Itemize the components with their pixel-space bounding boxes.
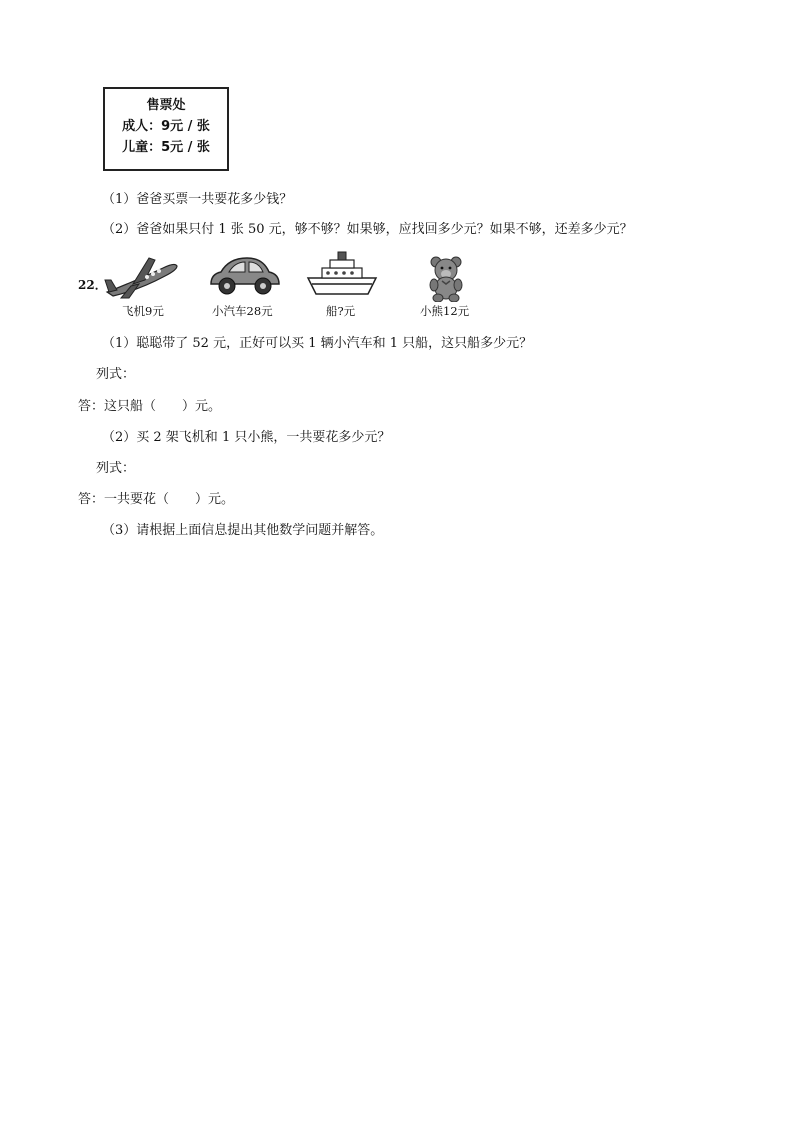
q22-sub3: （3）请根据上面信息提出其他数学问题并解答。 bbox=[102, 523, 384, 538]
airplane-icon bbox=[103, 252, 179, 300]
q22-sub2: （2）买 2 架飞机和 1 只小熊，一共要花多少元？ bbox=[102, 430, 391, 445]
child-price: 儿童：5元 / 张 bbox=[122, 140, 210, 155]
teddy-bear-icon bbox=[426, 256, 466, 302]
q21-sub1: （1）爸爸买票一共要花多少钱？ bbox=[102, 192, 293, 207]
q21-sub2: （2）爸爸如果只付 1 张 50 元，够不够？如果够，应找回多少元？如果不够，还差多少元？ bbox=[102, 222, 633, 237]
ship-caption: 船?元 bbox=[326, 304, 356, 318]
airplane-caption: 飞机9元 bbox=[122, 304, 164, 318]
question-number-22: 22． bbox=[78, 278, 107, 292]
ticket-board-title: 售票处 bbox=[146, 98, 186, 113]
q22-formula2-label: 列式： bbox=[96, 461, 136, 476]
adult-price: 成人：9元 / 张 bbox=[122, 119, 210, 134]
teddy-bear-caption: 小熊12元 bbox=[420, 304, 470, 318]
q22-sub1: （1）聪聪带了 52 元，正好可以买 1 辆小汽车和 1 只船，这只船多少元？ bbox=[102, 336, 533, 351]
ship-icon bbox=[306, 248, 378, 300]
q22-answer2: 答：一共要花（ ）元。 bbox=[78, 492, 235, 507]
q22-answer1: 答：这只船（ ）元。 bbox=[78, 399, 222, 414]
q22-formula1-label: 列式： bbox=[96, 367, 136, 382]
ticket-price-board bbox=[103, 87, 229, 171]
car-icon bbox=[207, 252, 283, 298]
car-caption: 小汽车28元 bbox=[212, 304, 273, 318]
